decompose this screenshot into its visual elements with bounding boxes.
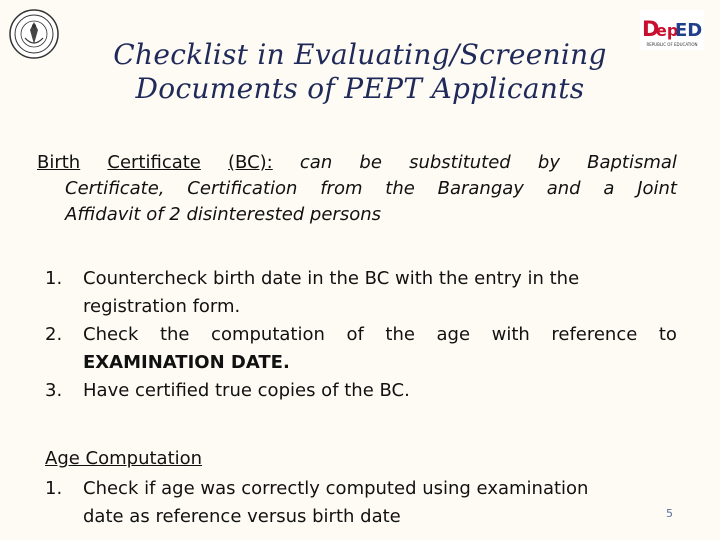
checklist-steps bbox=[45, 265, 677, 405]
age-computation-heading: Age Computation bbox=[45, 448, 203, 469]
intro-word: Barangay bbox=[437, 178, 524, 199]
step-text bbox=[83, 321, 677, 349]
svg-text:ED: ED bbox=[675, 20, 703, 41]
list-item bbox=[45, 321, 677, 377]
intro-word: be bbox=[359, 152, 382, 173]
list-number: 1. bbox=[45, 478, 63, 499]
intro-word: Birth bbox=[37, 152, 81, 173]
step-word: to bbox=[658, 324, 677, 345]
intro-word: a bbox=[603, 178, 615, 199]
step-word: reference bbox=[551, 324, 638, 345]
list-item bbox=[45, 377, 677, 405]
intro-word: Joint bbox=[637, 178, 677, 199]
intro-word: (BC): bbox=[228, 152, 273, 173]
svg-text:REPUBLIC OF EDUCATION: REPUBLIC OF EDUCATION bbox=[646, 42, 698, 47]
intro-word: and bbox=[546, 178, 581, 199]
birth-certificate-note bbox=[37, 150, 677, 228]
intro-word: from bbox=[320, 178, 363, 199]
svg-text:D: D bbox=[642, 17, 660, 41]
page-number: 5 bbox=[666, 507, 673, 520]
list-number: 3. bbox=[45, 380, 63, 401]
intro-word: Certificate bbox=[107, 152, 201, 173]
list-number: 2. bbox=[45, 324, 63, 345]
intro-line-1 bbox=[37, 150, 677, 176]
step-text: Countercheck birth date in the BC with the entry in the bbox=[83, 268, 580, 289]
step-word: the bbox=[159, 324, 190, 345]
page-title bbox=[60, 38, 660, 106]
step-word: with bbox=[491, 324, 530, 345]
step-word: age bbox=[436, 324, 471, 345]
intro-word: Certification bbox=[187, 178, 298, 199]
intro-line-2 bbox=[37, 176, 677, 202]
title-line-1: Checklist in Evaluating/Screening bbox=[113, 38, 607, 71]
intro-word: Baptismal bbox=[587, 152, 677, 173]
department-seal-icon bbox=[8, 8, 60, 60]
step-word: of bbox=[346, 324, 364, 345]
age-item-text: Check if age was correctly computed using examination bbox=[83, 478, 589, 499]
age-item-text: date as reference versus birth date bbox=[83, 506, 401, 527]
step-word: Check bbox=[83, 324, 139, 345]
intro-word: Certificate, bbox=[65, 178, 165, 199]
list-number: 1. bbox=[45, 268, 63, 289]
list-item bbox=[45, 265, 677, 321]
intro-line-3: Affidavit of 2 disinterested persons bbox=[65, 204, 381, 225]
step-word: the bbox=[385, 324, 415, 345]
list-item bbox=[45, 475, 657, 531]
step-word: computation bbox=[211, 324, 325, 345]
intro-word: the bbox=[385, 178, 415, 199]
intro-word: can bbox=[299, 152, 333, 173]
step-text-emphasis: EXAMINATION DATE. bbox=[83, 352, 290, 373]
intro-word: substituted bbox=[409, 152, 511, 173]
step-text: Have certified true copies of the BC. bbox=[83, 380, 410, 401]
svg-text:ep: ep bbox=[656, 21, 679, 40]
step-text: registration form. bbox=[83, 296, 241, 317]
title-line-2: Documents of PEPT Applicants bbox=[135, 72, 585, 105]
intro-word: by bbox=[537, 152, 560, 173]
